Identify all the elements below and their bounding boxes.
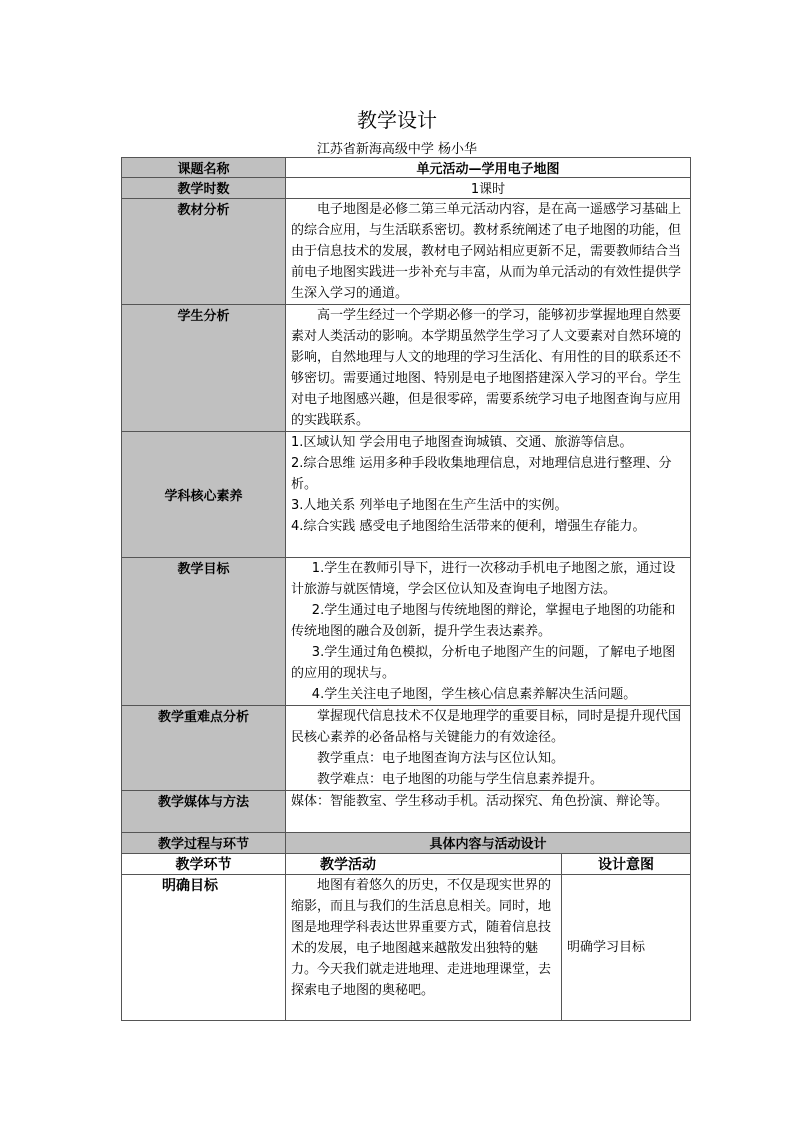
keypoints-label: 教学重难点分析 xyxy=(122,706,286,791)
keypoints-row xyxy=(122,706,691,791)
page-title: 教学设计 xyxy=(357,108,437,132)
goal-item: 4.学生关注电子地图，学生核心信息素养解决生活问题。 xyxy=(311,687,637,702)
stage-cell: 明确目标 xyxy=(122,875,286,1021)
material-label: 教材分析 xyxy=(122,199,286,305)
column-activity-header: 教学活动 xyxy=(286,854,562,875)
student-row xyxy=(122,305,691,432)
intent-cell: 明确学习目标 xyxy=(562,875,691,1021)
material-row xyxy=(122,199,691,305)
literacy-item: 4.综合实践 感受电子地图给生活带来的便利，增强生存能力。 xyxy=(291,519,646,534)
process-row xyxy=(122,875,691,1021)
keypoints-intro: 掌握现代信息技术不仅是地理学的重要目标，同时是提升现代国民核心素养的必备品格与关键能力的有效途径。 xyxy=(291,709,682,745)
literacy-item: 2.综合思维 运用多种手段收集地理信息，对地理信息进行整理、分析。 xyxy=(291,456,672,492)
lesson-plan-table xyxy=(121,157,691,1021)
difficult-point: 教学难点：电子地图的功能与学生信息素养提升。 xyxy=(317,772,604,787)
process-value: 具体内容与活动设计 xyxy=(286,833,691,854)
column-stage-header: 教学环节 xyxy=(122,854,286,875)
goal-item: 3.学生通过角色模拟，分析电子地图产生的问题，了解电子地图的应用的现状与。 xyxy=(291,645,676,681)
material-text: 电子地图是必修二第三单元活动内容，是在高一遥感学习基础上的综合应用，与生活联系密切。教材系统阐述了电子地图的功能，但由于信息技术的发展，教材电子网站相应更新不足，需要教师结合当前电子地图实践进一步补充与丰富，从而为单元活动的有效性提供学生深入学习的通道。 xyxy=(291,202,682,301)
goal-item: 2.学生通过电子地图与传统地图的辩论，掌握电子地图的功能和传统地图的融合及创新，提升学生表达素养。 xyxy=(291,603,676,639)
literacy-label: 学科核心素养 xyxy=(122,432,286,558)
hours-label: 教学时数 xyxy=(122,178,286,199)
column-intent-header: 设计意图 xyxy=(562,854,691,875)
media-label: 教学媒体与方法 xyxy=(122,791,286,833)
activity-cell: 地图有着悠久的历史，不仅是现实世界的缩影，而且与我们的生活息息相关。同时，地图是地理学科表达世界重要方式，随着信息技术的发展，电子地图越来越散发出独特的魅力。今天我们就走进地理、走进地理课堂，去探索电子地图的奥秘吧。 xyxy=(291,878,552,998)
goals-row xyxy=(122,558,691,706)
literacy-item: 1.区域认知 学会用电子地图查询城镇、交通、旅游等信息。 xyxy=(291,435,633,450)
hours-value: 1课时 xyxy=(286,178,691,199)
student-label: 学生分析 xyxy=(122,305,286,432)
process-header-row xyxy=(122,833,691,854)
goal-item: 1.学生在教师引导下，进行一次移动手机电子地图之旅，通过设计旅游与就医情境，学会区位认知及查询电子地图方法。 xyxy=(291,561,676,597)
topic-label: 课题名称 xyxy=(122,158,286,178)
literacy-row xyxy=(122,432,691,558)
author-line: 江苏省新海高级中学 杨小华 xyxy=(316,142,478,157)
student-text: 高一学生经过一个学期必修一的学习，能够初步掌握地理自然要素对人类活动的影响。本学期虽然学生学习了人文要素对自然环境的影响，自然地理与人文的地理的学习生活化、有用性的目的联系还不够密切。需要通过地图、特别是电子地图搭建深入学习的平台。学生对电子地图感兴趣，但是很零碎，需要系统学习电子地图查询与应用的实践联系。 xyxy=(291,308,682,428)
key-point: 教学重点：电子地图查询方法与区位认知。 xyxy=(317,751,565,766)
hours-row xyxy=(122,178,691,199)
process-columns-row xyxy=(122,854,691,875)
process-label: 教学过程与环节 xyxy=(122,833,286,854)
goals-label: 教学目标 xyxy=(122,558,286,706)
topic-value: 单元活动—学用电子地图 xyxy=(286,158,691,178)
media-text: 媒体：智能教室、学生移动手机。活动探究、角色扮演、辩论等。 xyxy=(291,794,669,809)
topic-row xyxy=(122,158,691,178)
literacy-item: 3.人地关系 列举电子地图在生产生活中的实例。 xyxy=(291,498,568,513)
media-row xyxy=(122,791,691,833)
